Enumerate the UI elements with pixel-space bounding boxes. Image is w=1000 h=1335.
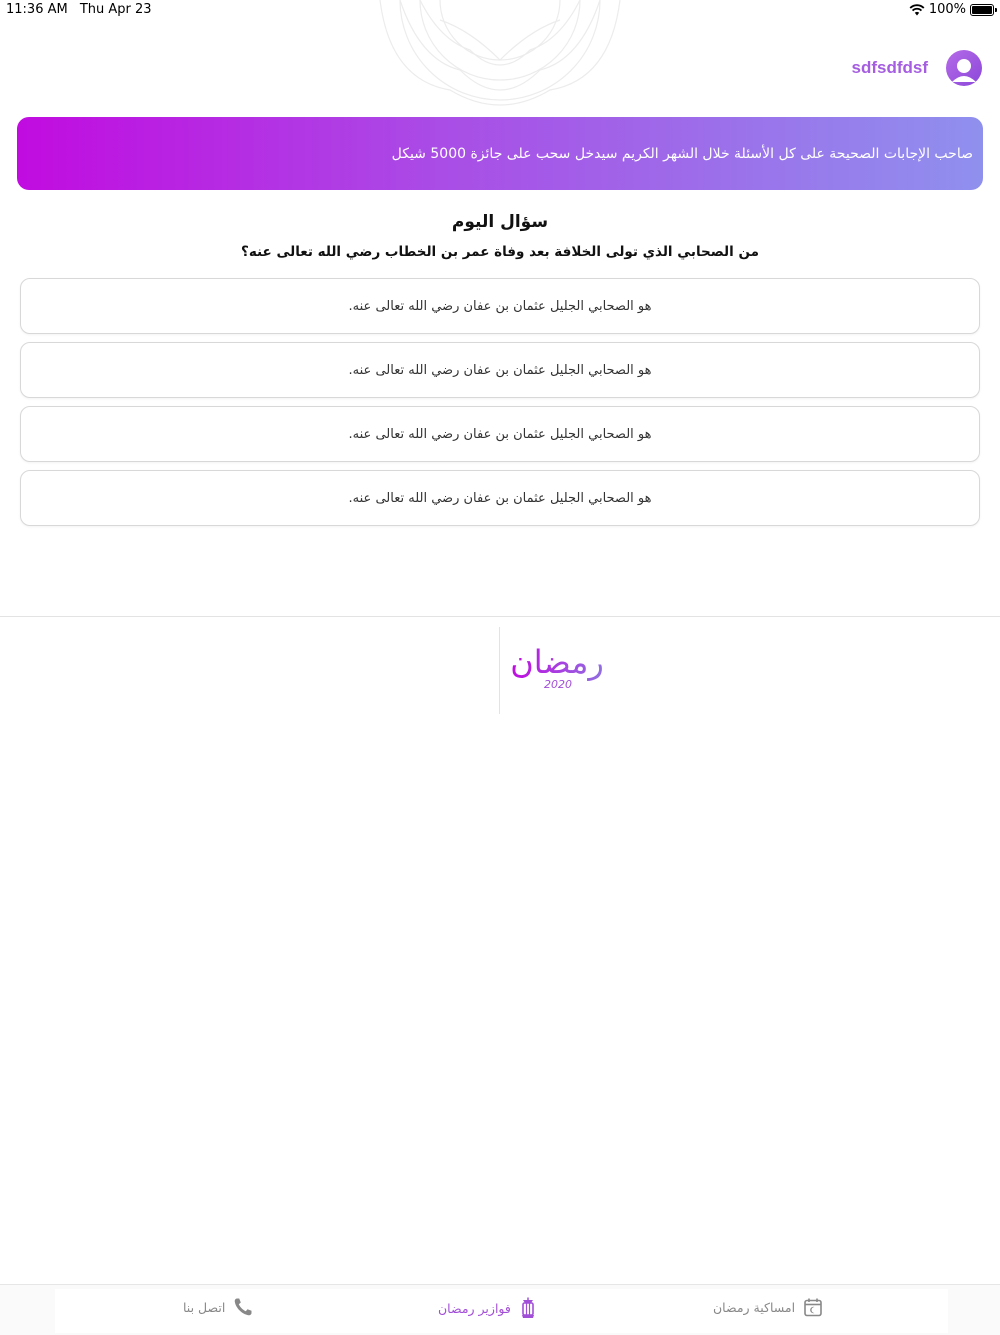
prize-banner — [17, 117, 983, 190]
tab-imsakiya[interactable] — [713, 1297, 823, 1317]
tab-contact-label: اتصل بنا — [183, 1299, 226, 1315]
banner-text: صاحب الإجابات الصحيحة على كل الأسئلة خلال الشهر الكريم سيدخل سحب على جائزة 5000 شيكل — [391, 145, 973, 162]
tab-contact[interactable] — [183, 1297, 253, 1317]
username-label[interactable]: sdfsdfdsf — [851, 58, 928, 77]
section-divider — [0, 616, 1000, 617]
question-text: من الصحابي الذي تولى الخلافة بعد وفاة عمر بن الخطاب رضي الله تعالى عنه؟ — [241, 244, 759, 260]
logo-word: رمضان — [510, 643, 604, 681]
answer-option-1[interactable]: هو الصحابي الجليل عثمان بن عفان رضي الله تعالى عنه. — [20, 278, 980, 334]
answer-option-3[interactable]: هو الصحابي الجليل عثمان بن عفان رضي الله تعالى عنه. — [20, 406, 980, 462]
vertical-divider — [499, 627, 500, 714]
battery-percent: 100% — [928, 2, 966, 17]
wifi-icon — [909, 4, 925, 16]
answer-option-4[interactable]: هو الصحابي الجليل عثمان بن عفان رضي الله تعالى عنه. — [20, 470, 980, 526]
status-right — [909, 2, 994, 17]
user-icon — [946, 50, 982, 86]
status-left — [6, 2, 160, 17]
tab-imsakiya-label: امساكية رمضان — [713, 1299, 796, 1315]
answer-option-2[interactable]: هو الصحابي الجليل عثمان بن عفان رضي الله تعالى عنه. — [20, 342, 980, 398]
daily-question-title: سؤال اليوم — [451, 212, 549, 232]
phone-icon — [233, 1297, 253, 1317]
avatar[interactable] — [946, 50, 982, 86]
lantern-icon — [519, 1297, 537, 1319]
ornament-decoration — [320, 0, 680, 110]
user-profile[interactable] — [852, 50, 983, 86]
answers-list — [20, 278, 980, 534]
status-date: Thu Apr 23 — [79, 2, 152, 17]
logo-year: 2020 — [544, 678, 572, 691]
status-time: 11:36 AM — [6, 2, 68, 17]
calendar-icon — [803, 1297, 823, 1317]
ramadan-logo — [505, 635, 615, 700]
tab-fawazir-label: فوازير رمضان — [438, 1300, 511, 1316]
tab-fawazir[interactable] — [438, 1297, 537, 1319]
battery-icon — [970, 4, 994, 16]
